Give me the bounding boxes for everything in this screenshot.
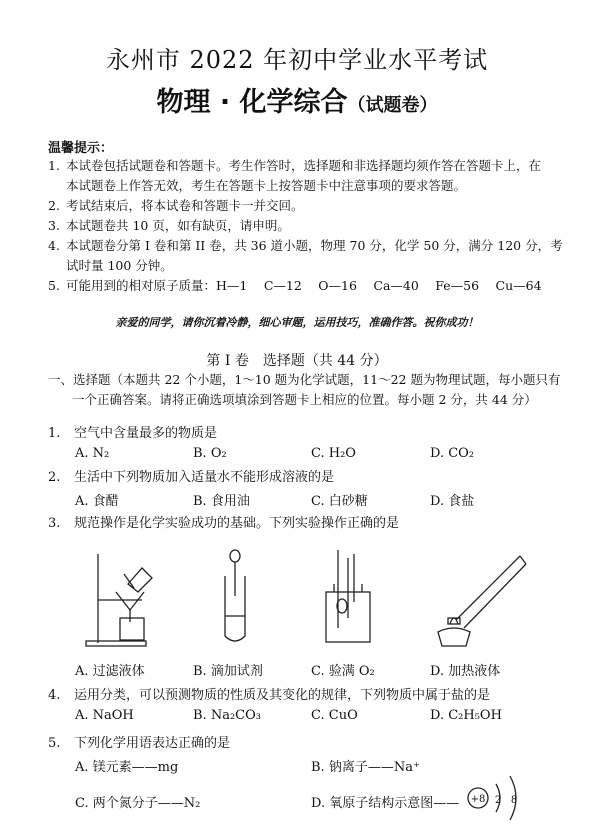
oxygen-atom-structure-diagram (466, 770, 532, 826)
q1-option-a: A. N₂ (75, 446, 110, 461)
subtitle-note: （试题卷） (347, 95, 438, 116)
q1-option-d: D. CO₂ (430, 446, 475, 461)
question-number: 5. (48, 736, 61, 751)
q1-option-b: B. O₂ (193, 446, 227, 461)
q3-option-b: B. 滴加试剂 (193, 664, 263, 679)
tips-heading: 温馨提示： (48, 141, 114, 156)
q2-option-a: A. 食醋 (75, 494, 119, 509)
q4-option-d: D. C₂H₅OH (430, 708, 502, 723)
question-text: 运用分类，可以预测物质的性质及其变化的规律，下列物质中属于盐的是 (74, 688, 491, 703)
q3-option-c: C. 验满 O₂ (311, 664, 375, 679)
section-line: 一、选择题（本题共 22 个小题，1～10 题为化学试题，11～22 题为物理试题，每小题只有 (48, 372, 561, 387)
tip-number: 1. (48, 158, 60, 173)
q3-option-d: D. 加热液体 (430, 664, 501, 679)
section-line: 一个正确答案。请将正确选项填涂到答题卡上相应的位置。每小题 2 分，共 44 分） (72, 392, 537, 407)
tip-number: 3. (48, 218, 60, 233)
gas-collection-bottle-image (318, 548, 378, 648)
question-text: 空气中含量最多的物质是 (74, 426, 218, 441)
question-number: 4. (48, 688, 61, 703)
heating-liquid-image (428, 548, 528, 648)
question-2-stem (48, 466, 334, 485)
question-number: 1. (48, 426, 61, 441)
tip-number: 5. (48, 278, 60, 293)
q2-option-b: B. 食用油 (193, 494, 250, 509)
q5-option-a: A. 镁元素——mg (75, 760, 179, 775)
shell-2-electron-count: 8 (510, 795, 518, 806)
question-1-stem (48, 422, 217, 441)
tip-item-3 (48, 216, 563, 236)
filtration-apparatus-image (80, 548, 180, 648)
question-text: 规范操作是化学实验成功的基础。下列实验操作正确的是 (74, 516, 400, 531)
tip-item-2 (48, 196, 563, 216)
exam-subtitle (0, 80, 594, 119)
question-number: 2. (48, 470, 61, 485)
shell-1-electron-count: 2 (494, 795, 502, 806)
section-instructions (48, 370, 568, 410)
q2-option-d: D. 食盐 (430, 494, 475, 509)
tip-line: 本试卷包括试题卷和答题卡。考生作答时，选择题和非选择题均须作答在答题卡上，在 (66, 158, 542, 173)
q5-option-c: C. 两个氮分子——N₂ (75, 796, 201, 811)
encouragement-motto: 亲爱的同学，请你沉着冷静，细心审题，运用技巧，准确作答。祝你成功！ (115, 316, 479, 329)
q5-option-b: B. 钠离子——Na⁺ (311, 760, 420, 775)
tip-line: 本试题卷分第 I 卷和第 II 卷，共 36 道小题，物理 70 分，化学 50 分，满分 120 分，考 (66, 238, 563, 253)
part1-title: 第 I 卷 选择题（共 44 分） (206, 353, 388, 369)
q4-option-a: A. NaOH (75, 708, 134, 723)
question-text: 下列化学用语表达正确的是 (74, 736, 231, 751)
q2-option-c: C. 白砂糖 (311, 494, 368, 509)
tip-line: 考试结束后，将本试卷和答题卡一并交回。 (66, 198, 304, 213)
tip-item-5 (48, 276, 563, 296)
tip-line: 可能用到的相对原子质量：H—1 C—12 O—16 Ca—40 Fe—56 Cu—64 (66, 278, 542, 293)
q4-option-b: B. Na₂CO₃ (193, 708, 261, 723)
q1-option-c: C. H₂O (311, 446, 356, 461)
tip-number: 4. (48, 238, 60, 253)
tip-item-4 (48, 236, 563, 276)
q5-option-d: D. 氧原子结构示意图—— (311, 796, 460, 811)
question-5-stem (48, 732, 230, 751)
exam-title: 永州市 2022 年初中学业水平考试 (105, 46, 489, 74)
nucleus-charge-label: +8 (470, 794, 486, 805)
q3-option-a: A. 过滤液体 (75, 664, 145, 679)
question-text: 生活中下列物质加入适量水不能形成溶液的是 (74, 470, 335, 485)
question-number: 3. (48, 516, 61, 531)
dropper-and-test-tube-image (215, 548, 255, 648)
q4-option-c: C. CuO (311, 708, 358, 723)
tip-number: 2. (48, 198, 60, 213)
tip-line: 试时量 100 分钟。 (66, 258, 173, 273)
tip-item-1 (48, 156, 563, 196)
tip-line: 本试题卷上作答无效，考生在答题卡上按答题卡中注意事项的要求答题。 (66, 178, 467, 193)
tip-line: 本试题卷共 10 页，如有缺页，请申明。 (66, 218, 290, 233)
question-3-stem (48, 512, 399, 531)
subtitle-main: 物理 · 化学综合 (156, 87, 348, 118)
question-4-stem (48, 684, 490, 703)
